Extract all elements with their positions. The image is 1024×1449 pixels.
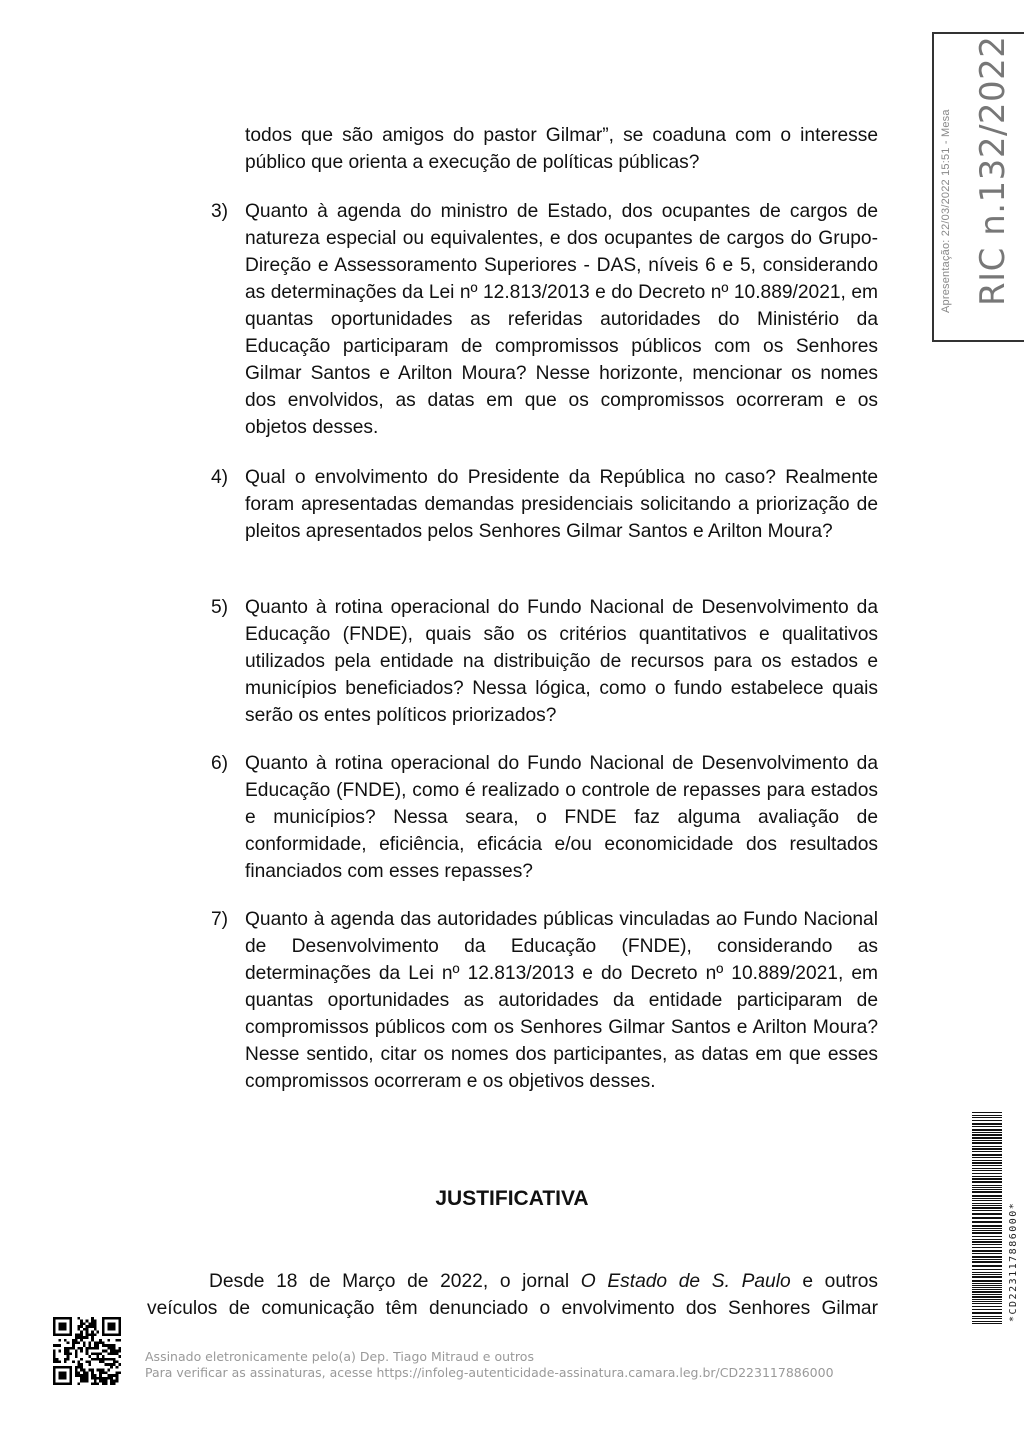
question-7-text: Quanto à agenda das autoridades públicas vinculadas ao Fundo Nacional de Desenvolvimento da Educação (FNDE), considerando as determinações da Lei nº 12.813/2013 e do Decreto nº 10.889/2021, em quantas oportunidades as autoridades da entidade participaram de compromissos públicos com os Senhores Gilmar Santos e Arilton Moura? Nesse sentido, citar os nomes dos participantes, as datas em que esses compromissos ocorreram e os objetivos desses. — [245, 909, 878, 1092]
stamp-document-number: RIC n.132/2022 — [973, 35, 1013, 306]
question-5-number: 5) — [211, 597, 229, 618]
question-7-number: 7) — [211, 909, 229, 930]
question-3-text: Quanto à agenda do ministro de Estado, dos ocupantes de cargos de natureza especial ou equivalentes, e dos ocupantes de cargos do Grupo-Direção e Assessoramento Superiores - DAS, níveis 6 e 5, considerando as determinações da Lei nº 12.813/2013 e do Decreto nº 10.889/2021, em quantas oportunidades as referidas autoridades do Ministério da Educação participaram de compromissos públicos com os Senhores Gilmar Santos e Arilton Moura? Nesse horizonte, mencionar os nomes dos envolvidos, as datas em que os compromissos ocorreram e os objetos desses. — [245, 201, 878, 438]
footer-verify-link[interactable]: Para verificar as assinaturas, acesse https://infoleg-autenticidade-assinatura.camara.leg.br/CD223117886000 — [145, 1365, 834, 1380]
barcode-caption: *CD223117886000* — [1008, 1201, 1019, 1322]
justification-line-1 — [147, 1268, 878, 1295]
stamp-date: Apresentação: 22/03/2022 15:51 - Mesa — [940, 109, 952, 313]
question-6-number: 6) — [211, 753, 229, 774]
footer-signature: Assinado eletronicamente pelo(a) Dep. Tiago Mitraud e outros — [145, 1349, 534, 1364]
justification-line-2: veículos de comunicação têm denunciado o envolvimento dos Senhores Gilmar — [147, 1298, 878, 1319]
section-heading-label: JUSTIFICATIVA — [435, 1187, 589, 1210]
question-6-text: Quanto à rotina operacional do Fundo Nacional de Desenvolvimento da Educação (FNDE), como é realizado o controle de repasses para estados e municípios? Nessa seara, o FNDE faz alguma avaliação de conformidade, eficiência, eficácia e/ou economicidade dos resultados financiados com esses repasses? — [245, 753, 878, 882]
question-3-number: 3) — [211, 201, 229, 222]
justification-text-b: e outros — [790, 1271, 878, 1292]
qr-code-icon — [53, 1317, 121, 1385]
newspaper-name: O Estado de S. Paulo — [580, 1271, 791, 1292]
question-4-number: 4) — [211, 467, 229, 488]
question-5-text: Quanto à rotina operacional do Fundo Nacional de Desenvolvimento da Educação (FNDE), quais são os critérios quantitativos e qualitativos utilizados pela entidade na distribuição de recursos para os estados e municípios beneficiados? Nessa lógica, como o fundo estabelece quais serão os entes políticos priorizados? — [245, 597, 878, 726]
intro-paragraph: todos que são amigos do pastor Gilmar”, se coaduna com o interesse público que orienta a execução de políticas públicas? — [245, 125, 878, 173]
section-heading — [0, 1186, 1024, 1212]
question-4-text: Qual o envolvimento do Presidente da República no caso? Realmente foram apresentadas demandas presidenciais solicitando a priorização de pleitos apresentados pelos Senhores Gilmar Santos e Arilton Moura? — [245, 467, 878, 542]
barcode-icon — [972, 1112, 1002, 1324]
justification-text-a: Desde 18 de Março de 2022, o jornal — [209, 1271, 581, 1292]
